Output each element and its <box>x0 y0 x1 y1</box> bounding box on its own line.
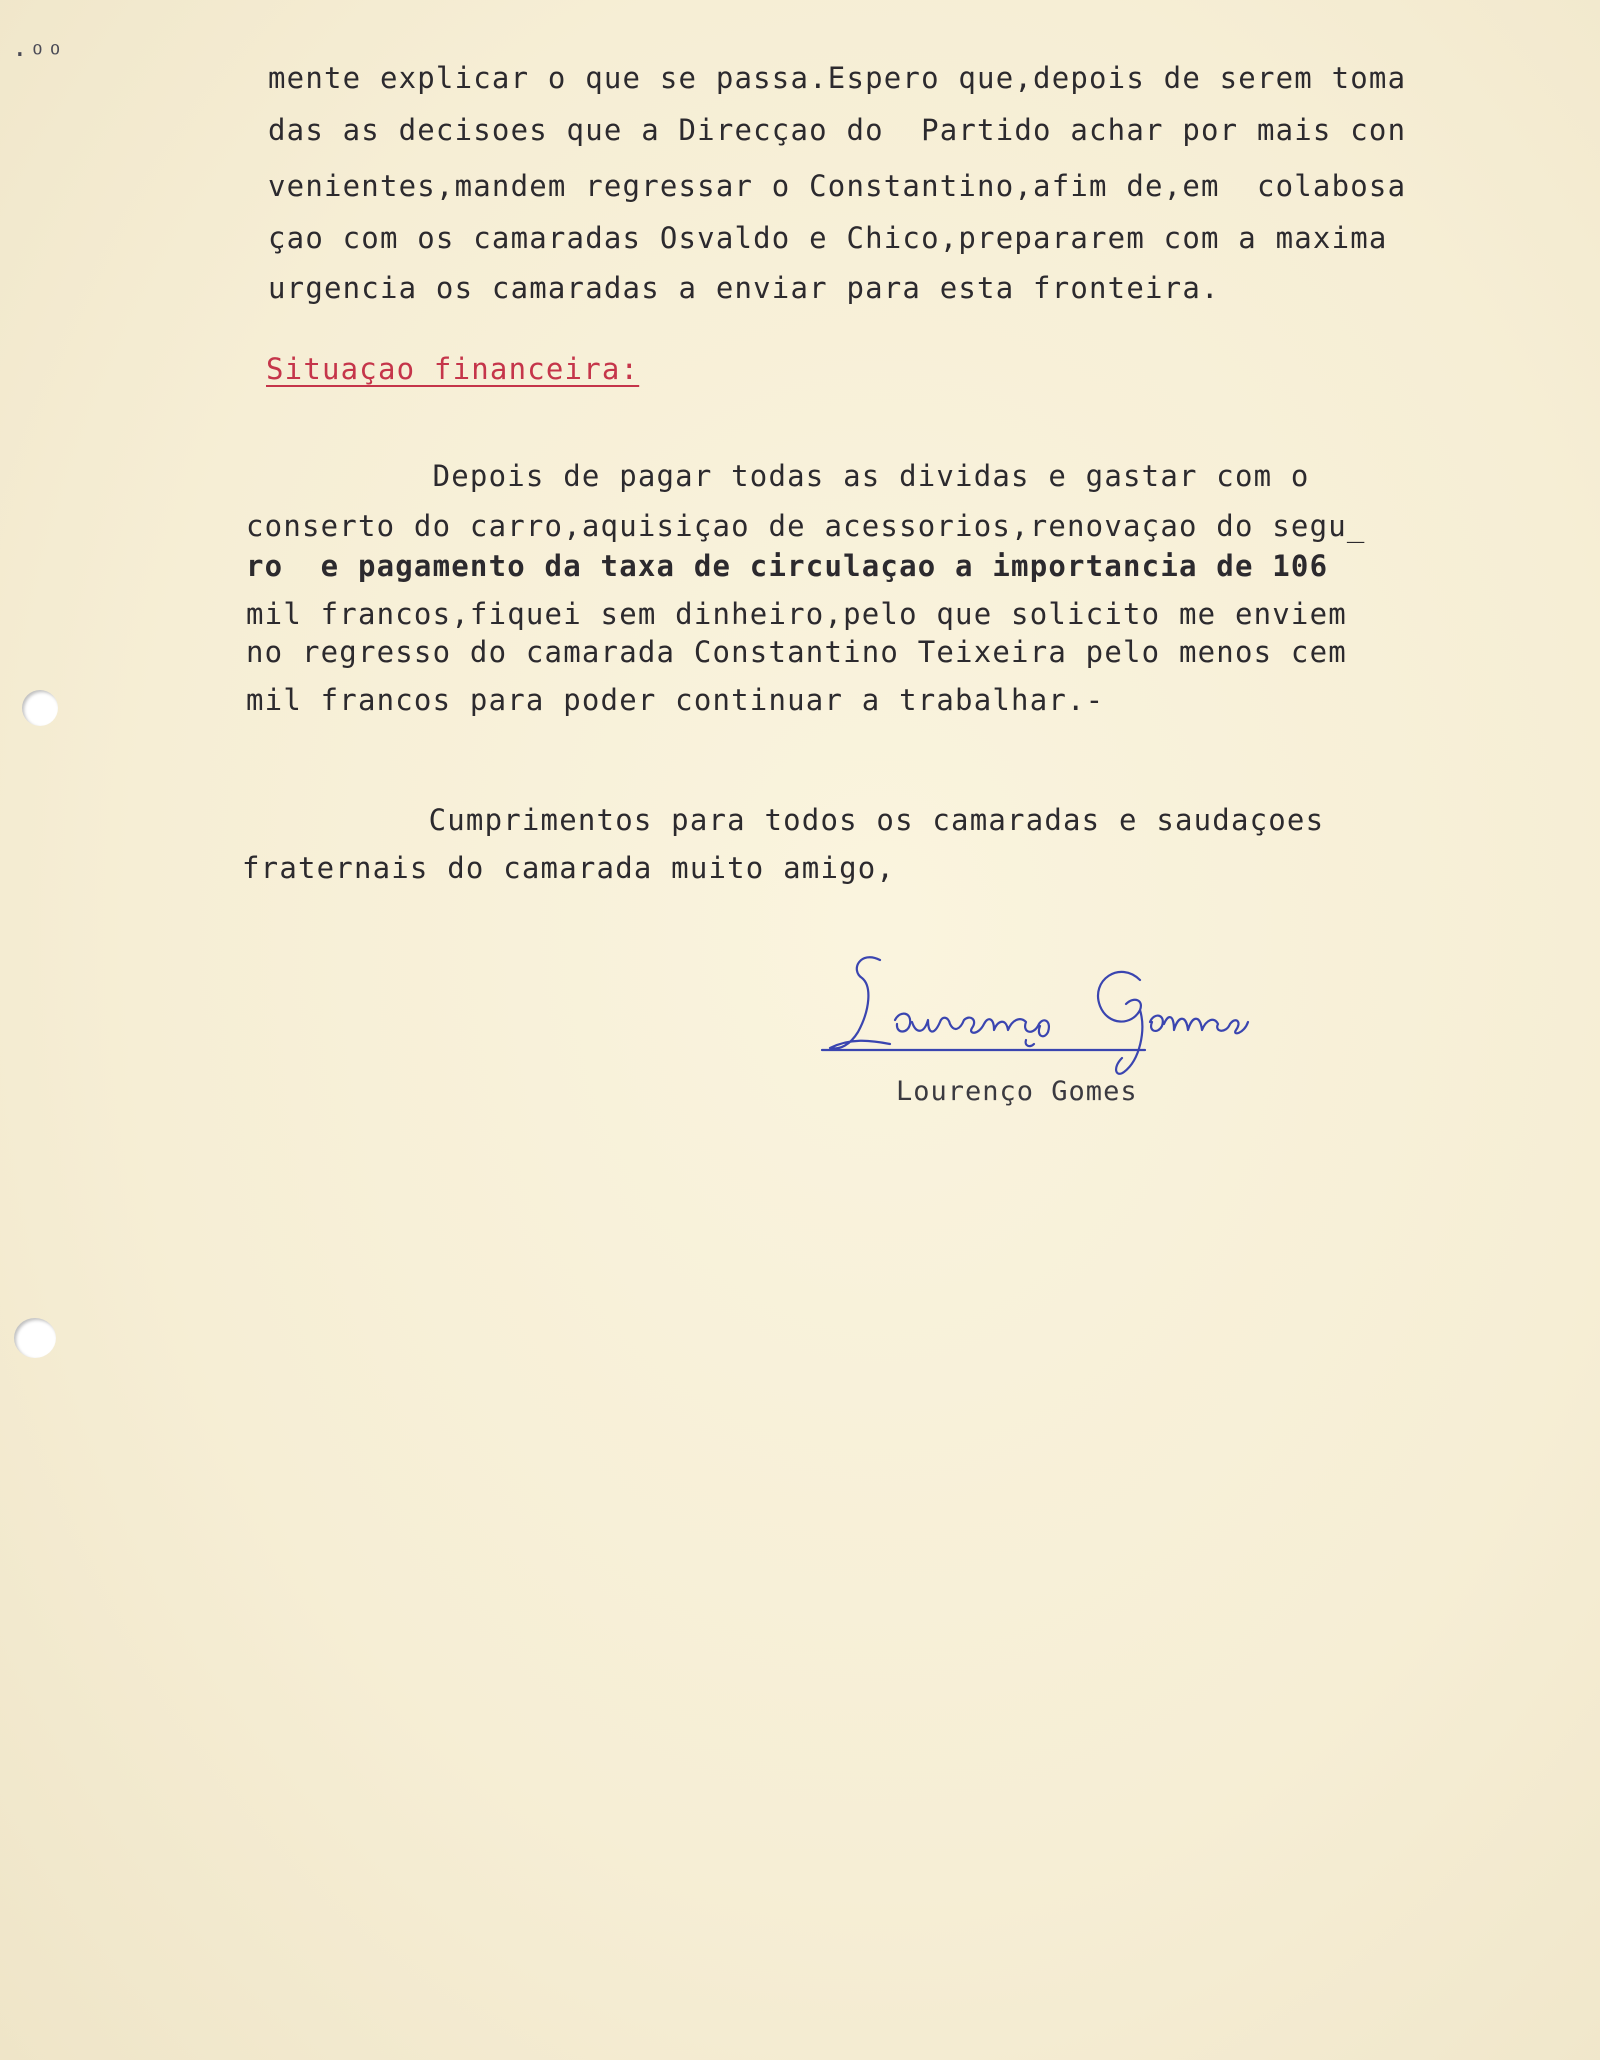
paragraph-2-line-6: mil francos para poder continuar a trabalhar.- <box>246 683 1105 717</box>
paragraph-2-line-1: Depois de pagar todas as dividas e gastar com o <box>246 459 1310 493</box>
corner-mark: ·ᴼᴼ <box>12 40 65 70</box>
section-heading: Situaçao financeira: <box>266 352 640 386</box>
paragraph-2-line-2: conserto do carro,aquisiçao de acessorios,renovaçao do segu_ <box>246 509 1366 543</box>
paragraph-1-line-5: urgencia os camaradas a enviar para esta fronteira. <box>268 271 1220 305</box>
paragraph-1-line-4: çao com os camaradas Osvaldo e Chico,prepararem com a maxima <box>268 221 1388 255</box>
paragraph-2-line-3: ro e pagamento da taxa de circulaçao a importancia de 106 <box>246 549 1329 583</box>
punch-hole-bottom <box>14 1318 56 1358</box>
paragraph-3-line-1: Cumprimentos para todos os camaradas e saudaçoes <box>242 803 1325 837</box>
paragraph-1-line-3: venientes,mandem regressar o Constantino,afim de,em colabosa <box>268 169 1407 203</box>
paragraph-3-line-2: fraternais do camarada muito amigo, <box>242 851 896 885</box>
paragraph-1-line-2: das as decisoes que a Direcçao do Partido achar por mais con <box>268 113 1407 147</box>
paragraph-1-line-1: mente explicar o que se passa.Espero que,depois de serem toma <box>268 61 1407 95</box>
typed-signature-name: Lourenço Gomes <box>896 1076 1138 1107</box>
paragraph-2-line-5: no regresso do camarada Constantino Teixeira pelo menos cem <box>246 635 1347 669</box>
paragraph-2-line-4: mil francos,fiquei sem dinheiro,pelo que solicito me enviem <box>246 597 1347 631</box>
handwritten-signature <box>800 940 1400 1090</box>
punch-hole-top <box>22 690 58 726</box>
